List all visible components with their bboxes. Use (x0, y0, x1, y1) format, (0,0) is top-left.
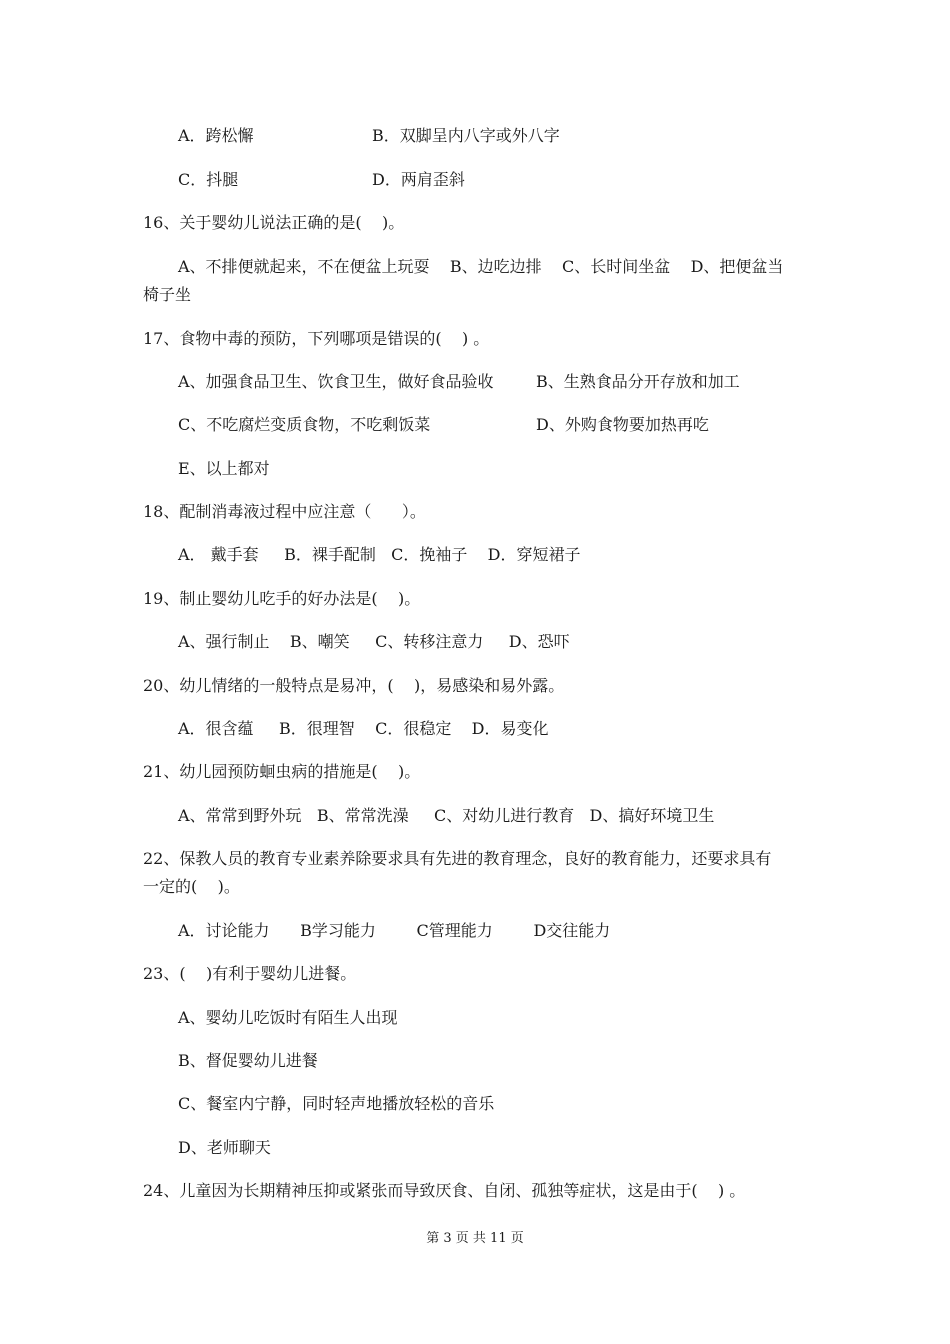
q21-options: A、常常到野外玩 B、常常洗澡 C、对幼儿进行教育 D、搞好环境卫生 (178, 806, 715, 825)
q23-option-c: C、餐室内宁静，同时轻声地播放轻松的音乐 (178, 1094, 495, 1113)
q18-options: A． 戴手套 B．裸手配制 C．挽袖子 D．穿短裙子 (178, 545, 581, 564)
q20-stem: 20、幼儿情绪的一般特点是易冲，( )，易感染和易外露。 (143, 676, 565, 695)
q15-option-c: C．抖腿 (178, 170, 239, 189)
q19-options: A、强行制止 B、嘲笑 C、转移注意力 D、恐吓 (178, 632, 570, 651)
q23-option-a: A、婴幼儿吃饭时有陌生人出现 (178, 1008, 398, 1027)
q23-option-b: B、督促婴幼儿进餐 (178, 1051, 318, 1070)
q20-options: A．很含蕴 B．很理智 C．很稳定 D．易变化 (178, 719, 549, 738)
q15-option-a: A．跨松懈 (178, 126, 254, 145)
q21-stem: 21、幼儿园预防蛔虫病的措施是( )。 (143, 762, 421, 781)
q23-stem: 23、( )有利于婴幼儿进餐。 (143, 964, 357, 983)
q16-options-line2: 椅子坐 (143, 285, 192, 304)
q15-option-d: D．两肩歪斜 (372, 170, 465, 189)
q17-option-b: B、生熟食品分开存放和加工 (536, 372, 740, 391)
q16-stem: 16、关于婴幼儿说法正确的是( )。 (143, 213, 405, 232)
q17-option-d: D、外购食物要加热再吃 (536, 415, 709, 434)
page-number: 第 3 页 共 11 页 (426, 1231, 524, 1246)
q24-stem: 24、儿童因为长期精神压抑或紧张而导致厌食、自闭、孤独等症状，这是由于( ) 。 (143, 1181, 746, 1200)
q15-option-b: B．双脚呈内八字或外八字 (372, 126, 560, 145)
q22-stem-line1: 22、保教人员的教育专业素养除要求具有先进的教育理念，良好的教育能力，还要求具有 (143, 849, 772, 868)
q23-option-d: D、老师聊天 (178, 1138, 271, 1157)
q17-option-e: E、以上都对 (178, 459, 270, 478)
q18-stem: 18、配制消毒液过程中应注意（ ）。 (143, 502, 426, 521)
q22-options: A．讨论能力 B学习能力 C管理能力 D交往能力 (178, 921, 611, 940)
q19-stem: 19、制止婴幼儿吃手的好办法是( )。 (143, 589, 421, 608)
q16-options-line1: A、不排便就起来，不在便盆上玩耍 B、边吃边排 C、长时间坐盆 D、把便盆当 (178, 257, 784, 276)
q17-option-c: C、不吃腐烂变质食物，不吃剩饭菜 (178, 415, 431, 434)
q22-stem-line2: 一定的( )。 (143, 877, 240, 896)
q17-option-a: A、加强食品卫生、饮食卫生，做好食品验收 (178, 372, 494, 391)
q17-stem: 17、食物中毒的预防，下列哪项是错误的( ) 。 (143, 329, 490, 348)
